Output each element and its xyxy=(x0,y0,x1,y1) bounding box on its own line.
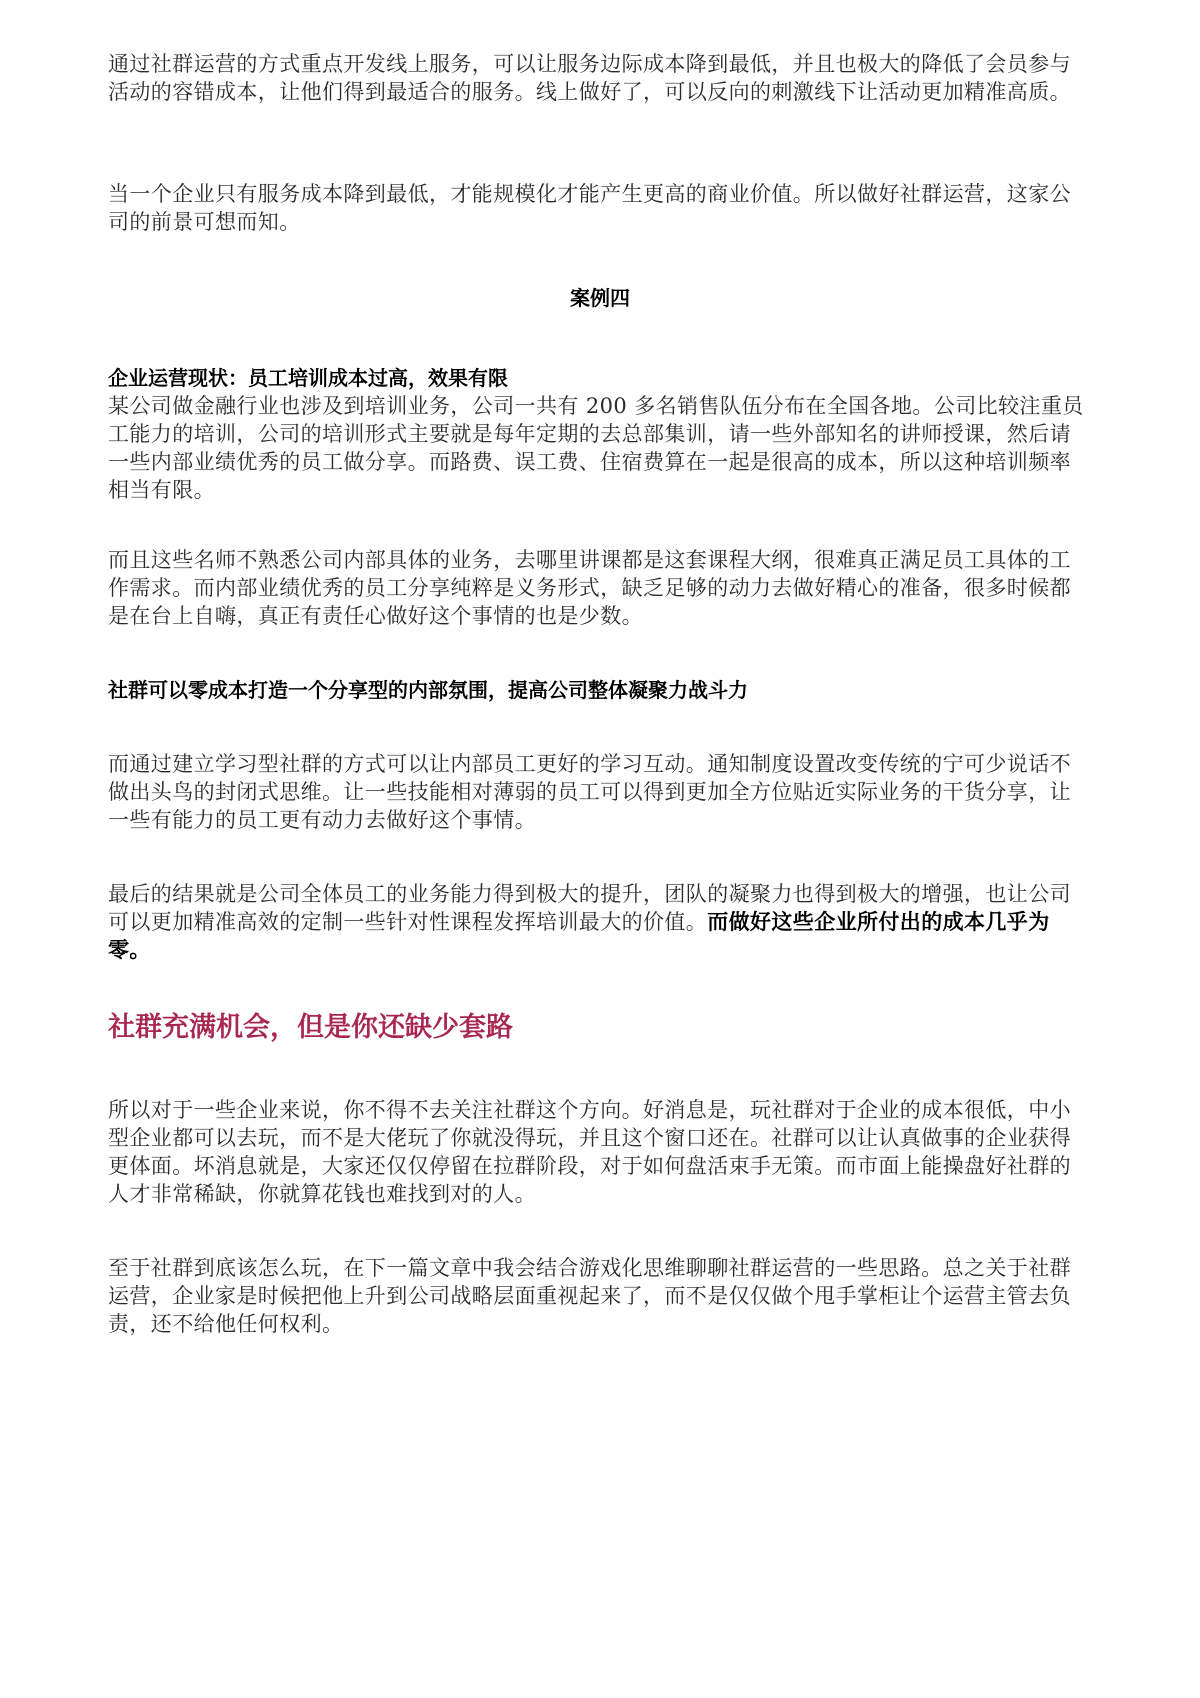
paragraph-next-article: 至于社群到底该怎么玩，在下一篇文章中我会结合游戏化思维聊聊社群运营的一些思路。总之关于社群运营，企业家是时候把他上升到公司战略层面重视起来了，而不是仅仅做个甩手掌柜让个运营主管去负责，还不给他任何权利。 xyxy=(108,1256,1071,1336)
paragraph-learning-community: 而通过建立学习型社群的方式可以让内部员工更好的学习互动。通知制度设置改变传统的宁可少说话不做出头鸟的封闭式思维。让一些技能相对薄弱的员工可以得到更加全方位贴近实际业务的干货分享，让一些有能力的员工更有动力去做好这个事情。 xyxy=(108,752,1071,832)
paragraph-online-service: 通过社群运营的方式重点开发线上服务，可以让服务边际成本降到最低，并且也极大的降低了会员参与活动的容错成本，让他们得到最适合的服务。线上做好了，可以反向的刺激线下让活动更加精准高质。 xyxy=(108,52,1071,104)
section-title: 社群充满机会，但是你还缺少套路 xyxy=(108,1012,513,1043)
paragraph-opportunity: 所以对于一些企业来说，你不得不去关注社群这个方向。好消息是，玩社群对于企业的成本很低，中小型企业都可以去玩，而不是大佬玩了你就没得玩，并且这个窗口还在。社群可以让认真做事的企业获得更体面。坏消息就是，大家还仅仅停留在拉群阶段，对于如何盘活束手无策。而市面上能操盘好社群的人才非常稀缺，你就算花钱也难找到对的人。 xyxy=(108,1098,1071,1206)
status-heading: 企业运营现状：员工培训成本过高，效果有限 xyxy=(108,366,508,390)
paragraph-result xyxy=(108,880,1092,964)
paragraph-trainer-issues: 而且这些名师不熟悉公司内部具体的业务，去哪里讲课都是这套课程大纲，很难真正满足员工具体的工作需求。而内部业绩优秀的员工分享纯粹是义务形式，缺乏足够的动力去做好精心的准备，很多时候都是在台上自嗨，真正有责任心做好这个事情的也是少数。 xyxy=(108,548,1071,628)
paragraph-service-cost: 当一个企业只有服务成本降到最低，才能规模化才能产生更高的商业价值。所以做好社群运营，这家公司的前景可想而知。 xyxy=(108,182,1071,234)
case-heading: 案例四 xyxy=(570,286,630,310)
paragraph-company-training: 某公司做金融行业也涉及到培训业务，公司一共有 200 多名销售队伍分布在全国各地。公司比较注重员工能力的培训，公司的培训形式主要就是每年定期的去总部集训，请一些外部知名的讲师授课，然后请一些内部业绩优秀的员工做分享。而路费、误工费、住宿费算在一起是很高的成本，所以这种培训频率相当有限。 xyxy=(108,394,1084,502)
result-text: 最后的结果就是公司全体员工的业务能力得到极大的提升，团队的凝聚力也得到极大的增强，也让公司可以更加精准高效的定制一些针对性课程发挥培训最大的价值。 xyxy=(108,882,1071,934)
solution-heading: 社群可以零成本打造一个分享型的内部氛围，提高公司整体凝聚力战斗力 xyxy=(108,678,748,702)
result-bold-text: 而做好这些企业所付出的成本几乎为零。 xyxy=(108,910,1050,962)
